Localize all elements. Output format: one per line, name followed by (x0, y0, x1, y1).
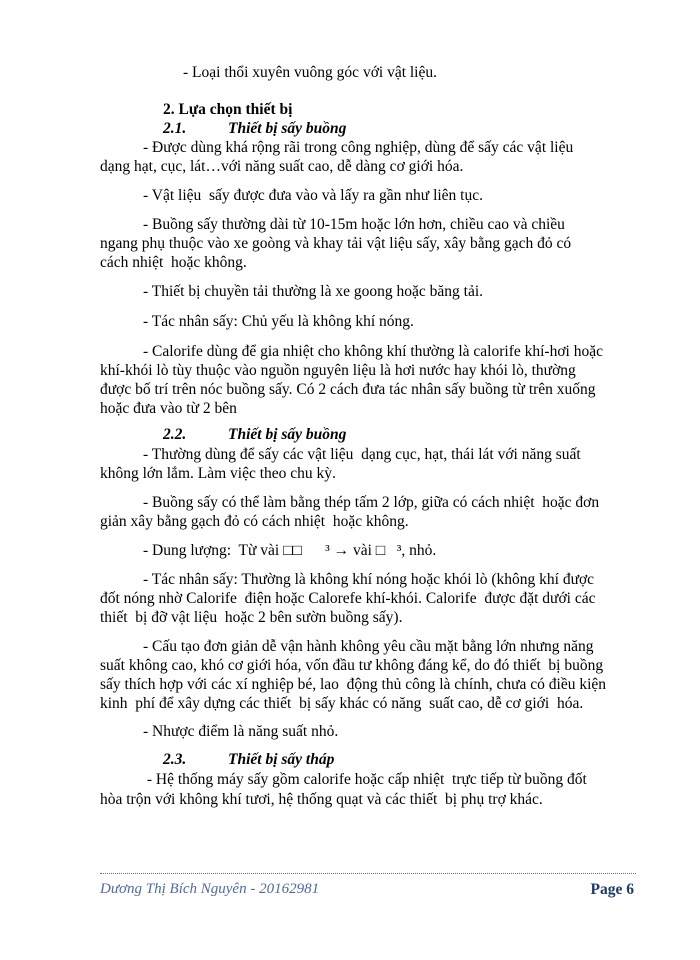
line: đốt nóng nhờ Calorife điện hoặc Calorefe khí-khói. Calorife được đặt dưới các (100, 590, 596, 607)
line: dạng hạt, cục, lát…với năng suất cao, dễ dàng cơ giới hóa. (100, 158, 464, 175)
line: - Calorife dùng để gia nhiệt cho không khí thường là calorife khí-hơi hoặc (143, 343, 603, 360)
paragraph (100, 342, 640, 418)
line: được bố trí trên nóc buồng sấy. Có 2 cách đưa tác nhân sấy buồng từ trên xuống (100, 381, 596, 398)
line: không lớn lắm. Làm việc theo chu kỳ. (100, 465, 336, 482)
paragraph (100, 493, 640, 531)
paragraph (100, 282, 640, 301)
line: - Vật liệu sấy được đưa vào và lấy ra gần như liên tục. (143, 187, 483, 204)
line: - Tác nhân sấy: Thường là không khí nóng hoặc khói lò (không khí được (143, 571, 595, 588)
subsection-title: Thiết bị sấy buồng (228, 120, 347, 137)
line: thiết bị đỡ vật liệu hoặc 2 bên sườn buồng sấy). (100, 609, 403, 626)
paragraph (100, 445, 640, 483)
paragraph (100, 570, 640, 627)
paragraph (100, 312, 640, 331)
paragraph (100, 138, 640, 176)
line: hòa trộn với không khí tươi, hệ thống quạt và các thiết bị phụ trợ khác. (100, 791, 543, 808)
paragraph (100, 541, 640, 560)
line: giản xây bằng gạch đỏ có cách nhiệt hoặc không. (100, 513, 409, 530)
subsection-title: Thiết bị sấy tháp (228, 751, 335, 768)
subsection-number: 2.3. (163, 751, 187, 768)
paragraph (100, 722, 640, 741)
paragraph (100, 770, 640, 810)
footer-author: Dương Thị Bích Nguyên - 20162981 (100, 881, 320, 897)
line: khí-khói lò tùy thuộc vào nguồn nguyên liệu là hơi nước hay khói lò, thường (100, 362, 576, 379)
line: - Tác nhân sấy: Chủ yếu là không khí nóng. (143, 313, 414, 330)
paragraph (100, 186, 640, 205)
line: - Thiết bị chuyền tải thường là xe goong hoặc băng tải. (143, 283, 484, 300)
section-heading: 2. Lựa chọn thiết bị (163, 101, 293, 118)
line: kinh phí để xây dựng các thiết bị sấy khác có năng suất cao, dễ cơ giới hóa. (100, 695, 584, 712)
line: ngang phụ thuộc vào xe goòng và khay tải vật liệu sấy, xây bằng gạch đỏ có (100, 235, 572, 252)
line: - Được dùng khá rộng rãi trong công nghiệp, dùng để sấy các vật liệu (143, 139, 574, 156)
line: hoặc đưa vào từ 2 bên (100, 400, 237, 417)
line: - Buồng sấy thường dài từ 10-15m hoặc lớn hơn, chiều cao và chiều (143, 216, 565, 233)
line: - Cấu tạo đơn giản dễ vận hành không yêu cầu mặt bằng lớn nhưng năng (143, 638, 594, 655)
page-number: Page 6 (590, 881, 634, 898)
subsection-number: 2.2. (163, 426, 187, 443)
line: - Hệ thống máy sấy gồm calorife hoặc cấp nhiệt trực tiếp từ buồng đốt (143, 771, 587, 788)
line: sấy thích hợp với các xí nghiệp bé, lao động thủ công là chính, chưa có điều kiện (100, 676, 607, 693)
bullet-line: - Loại thổi xuyên vuông góc với vật liệu. (183, 64, 437, 81)
line: - Thường dùng để sấy các vật liệu dạng cục, hạt, thái lát với năng suất (143, 446, 581, 463)
paragraph (100, 215, 640, 272)
line: - Nhược điểm là năng suất nhỏ. (143, 723, 339, 740)
line: - Dung lượng: Từ vài □□ ³ → vài □ ³, nhỏ. (143, 542, 437, 559)
line: cách nhiệt hoặc không. (100, 254, 247, 271)
footer-divider (100, 873, 636, 874)
line: suất không cao, khó cơ giới hóa, vốn đầu tư không đáng kể, do đó thiết bị buồng (100, 657, 604, 674)
paragraph (100, 637, 640, 713)
subsection-number: 2.1. (163, 120, 187, 137)
line: - Buồng sấy có thể làm bằng thép tấm 2 lớp, giữa có cách nhiệt hoặc đơn (143, 494, 600, 511)
subsection-title: Thiết bị sấy buồng (228, 426, 347, 443)
